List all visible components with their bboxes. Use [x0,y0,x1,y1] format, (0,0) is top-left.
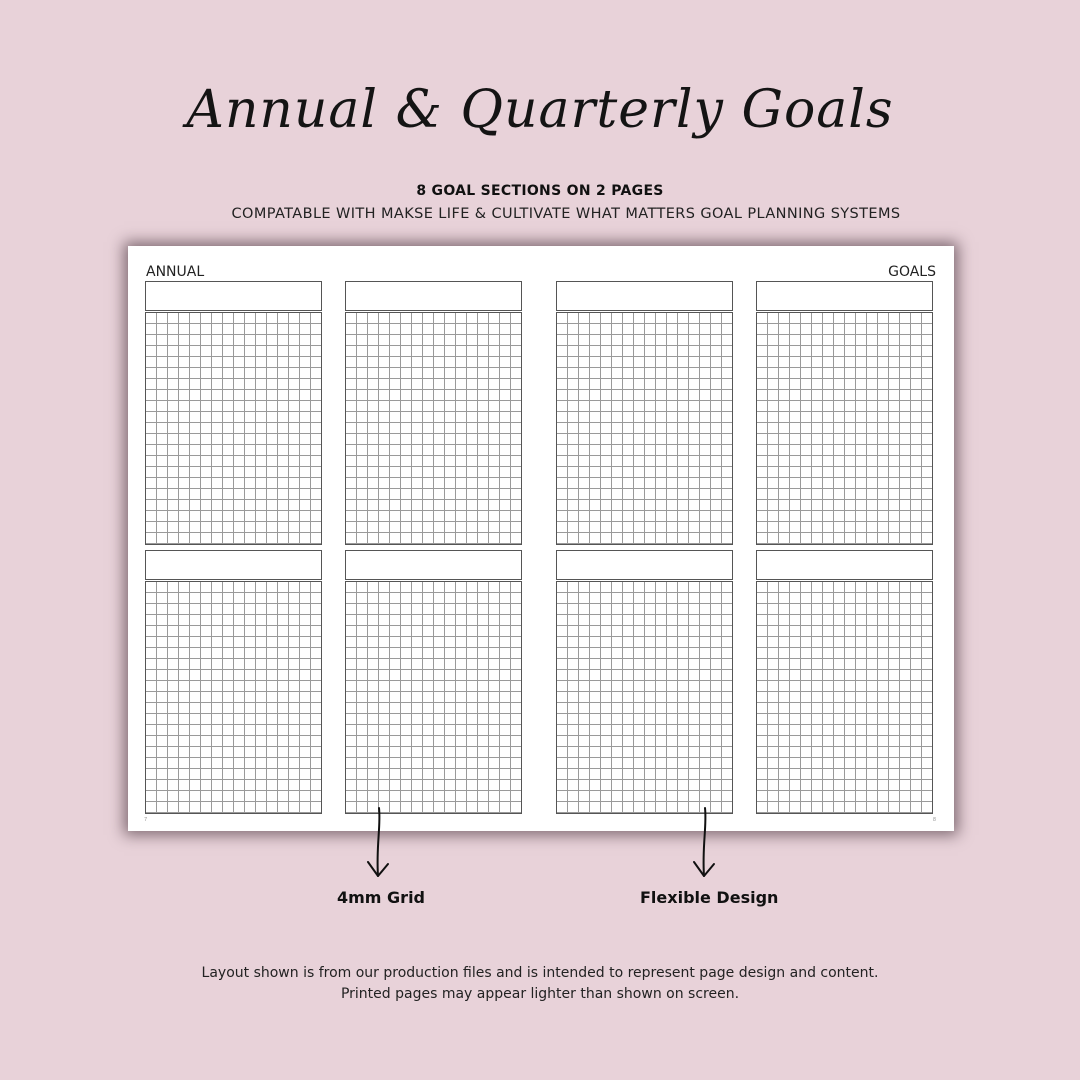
goal-section-2 [345,281,522,545]
goal-section-grid [145,581,322,814]
page-title: Annual & Quarterly Goals [186,80,894,140]
goal-section-grid [756,581,933,814]
goal-section-3 [556,281,733,545]
grid-arrow-icon [362,806,394,880]
goal-section-header [556,550,733,580]
disclaimer-line-1: Layout shown is from our production files and is intended to represent page design and content. [201,965,879,981]
goal-section-grid [756,312,933,545]
design-arrow-icon [688,806,720,880]
disclaimer-line-2: Printed pages may appear lighter than shown on screen. [340,986,740,1002]
goal-section-header [556,281,733,311]
left-page-label: ANNUAL [146,264,205,280]
goal-section-1 [145,281,322,545]
goal-section-header [345,281,522,311]
right-page-number: 8 [932,817,936,823]
goal-section-8 [756,550,933,814]
goal-section-grid [556,312,733,545]
goal-section-header [145,550,322,580]
compatibility-subtitle: COMPATABLE WITH MAKSE LIFE & CULTIVATE WHAT MATTERS GOAL PLANNING SYSTEMS [231,206,901,222]
goal-section-7 [556,550,733,814]
goal-section-grid [556,581,733,814]
grid-callout-label: 4mm Grid [337,888,426,907]
goal-section-grid [145,312,322,545]
goal-section-5 [145,550,322,814]
goal-section-grid [345,581,522,814]
section-count-heading: 8 GOAL SECTIONS ON 2 PAGES [416,183,664,199]
goal-section-header [145,281,322,311]
design-callout-label: Flexible Design [640,888,779,907]
right-page-label: GOALS [888,264,936,280]
goal-section-4 [756,281,933,545]
left-page-number: 7 [144,817,148,823]
goal-section-header [756,550,933,580]
planner-spread [128,246,954,831]
goal-section-grid [345,312,522,545]
goal-section-6 [345,550,522,814]
goal-section-header [756,281,933,311]
goal-section-header [345,550,522,580]
